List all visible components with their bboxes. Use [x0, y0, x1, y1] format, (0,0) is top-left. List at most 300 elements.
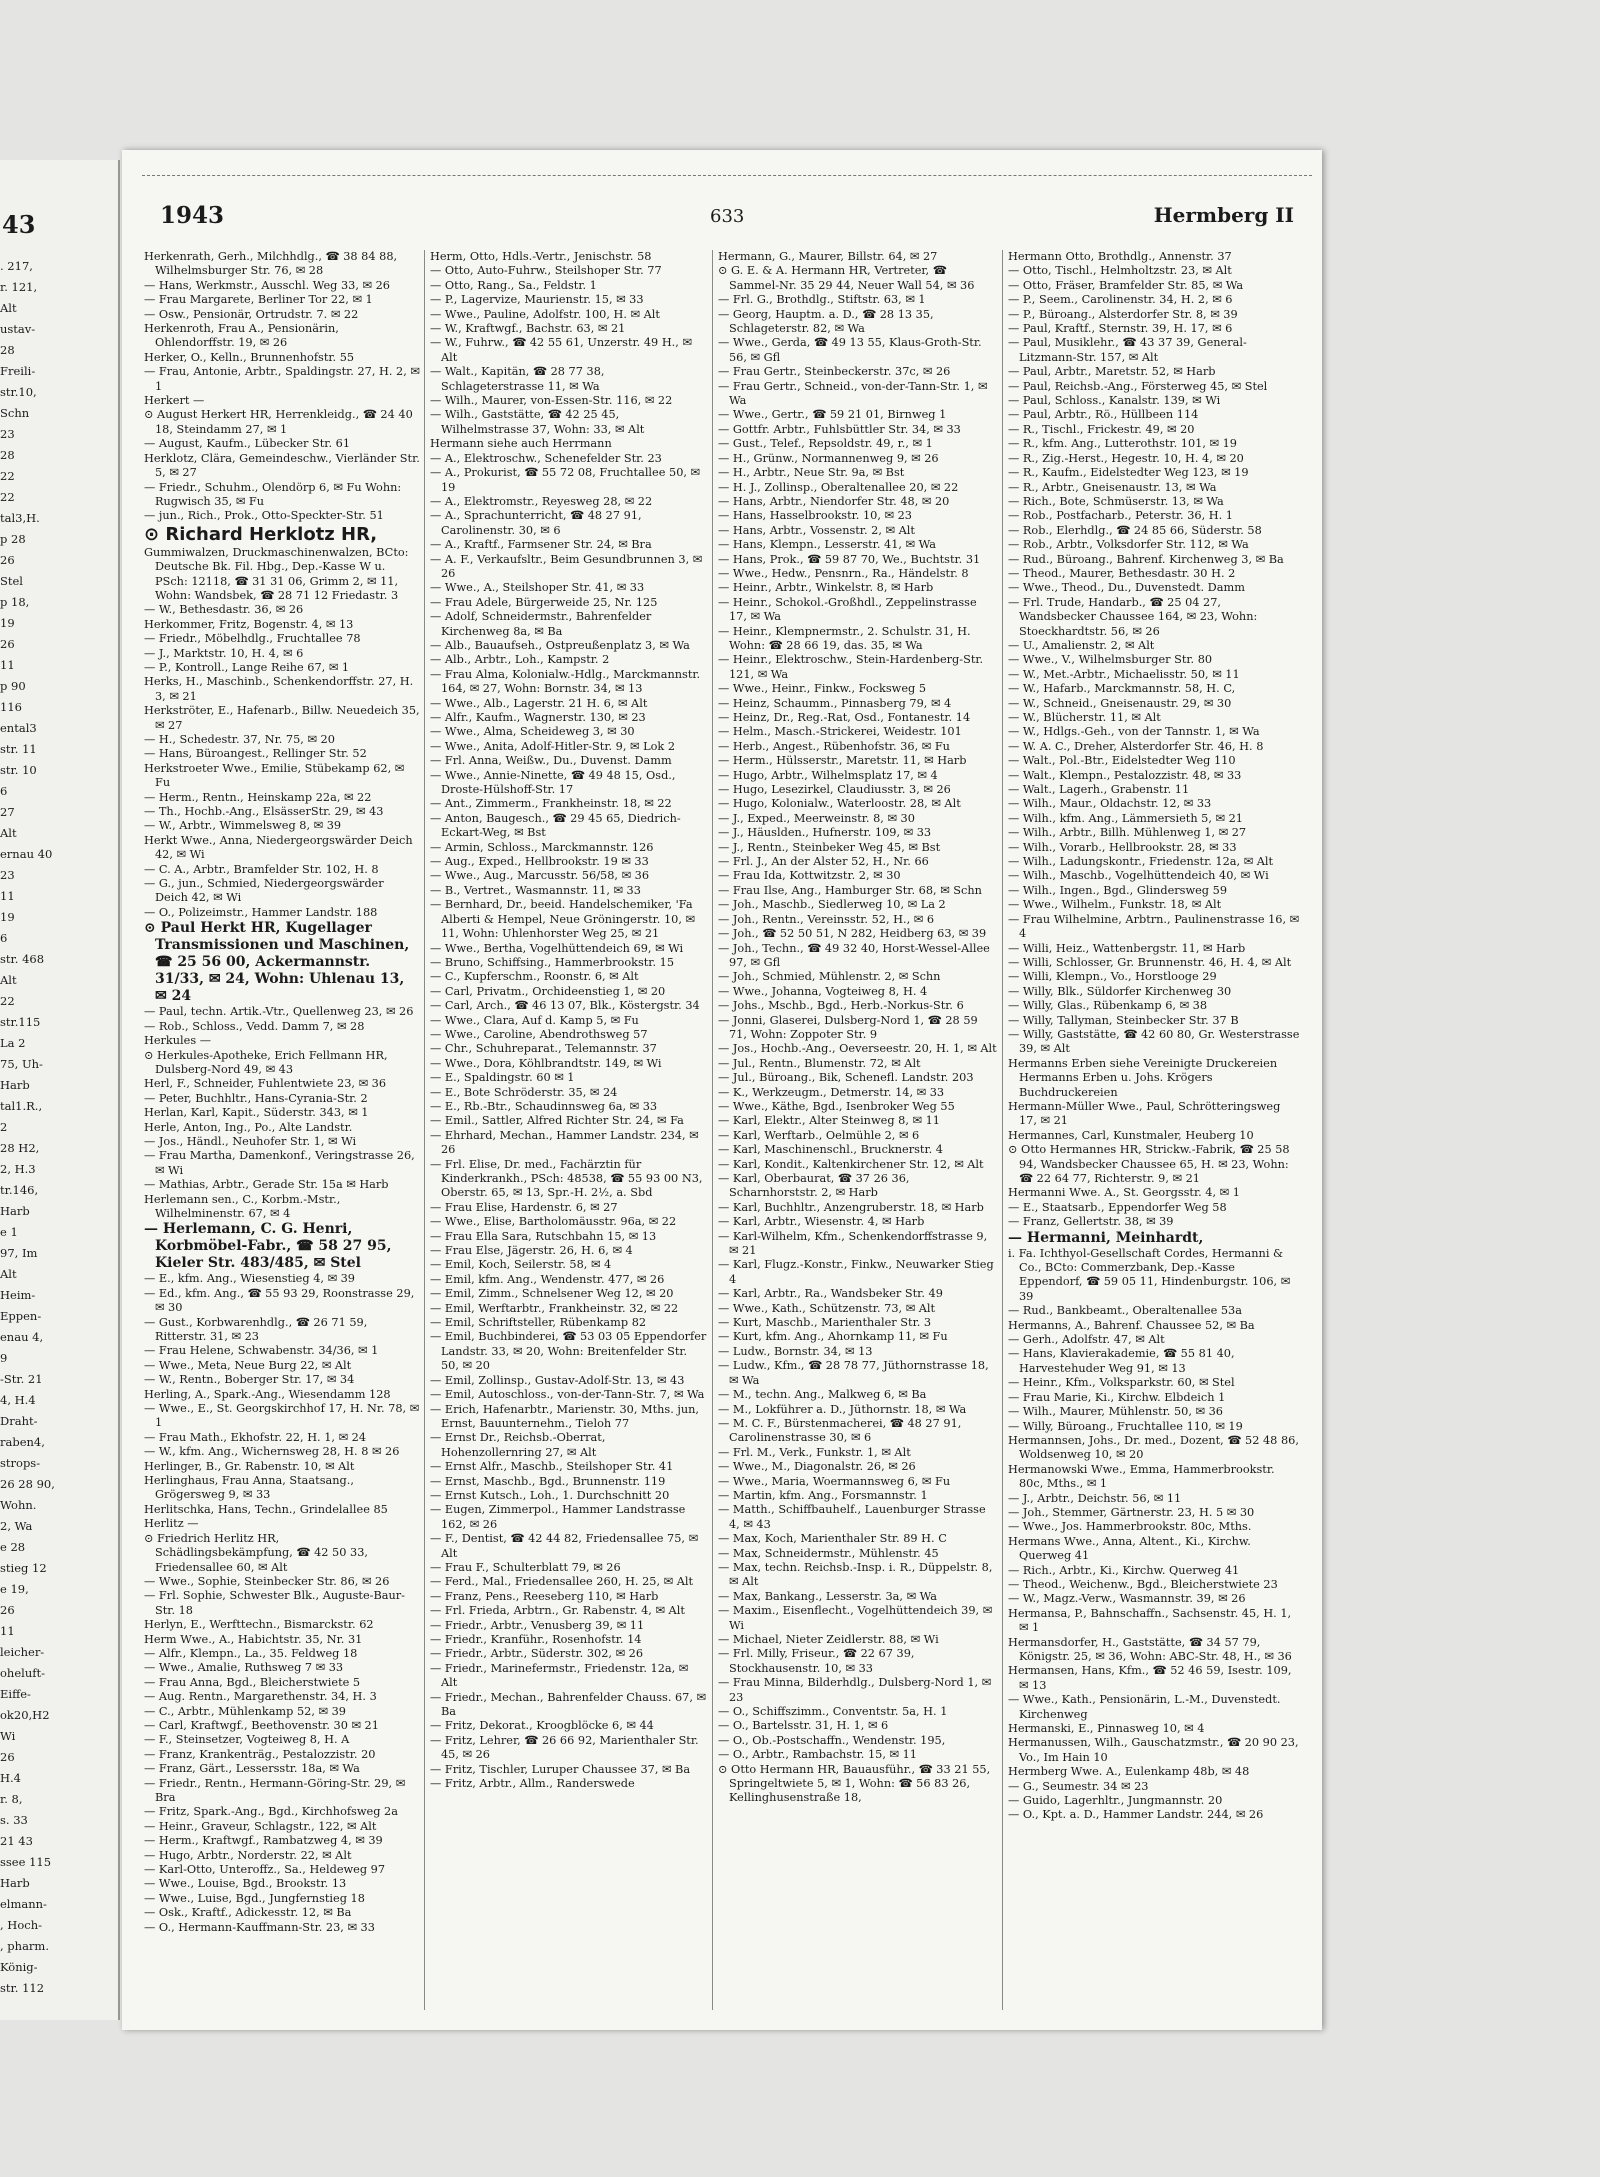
directory-entry: — F., Dentist, ☎ 42 44 82, Friedensallee 75, ✉ Alt — [430, 1532, 699, 1560]
directory-entry: Herlitz — — [144, 1517, 199, 1531]
previous-page-fragment: Wohn. — [0, 1498, 37, 1512]
directory-entry: Hermanowski Wwe., Emma, Hammerbrookstr. 80c, Mths., ✉ 1 — [1008, 1462, 1275, 1491]
directory-entry: — Franz, Gellertstr. 38, ✉ 39 — [1008, 1215, 1174, 1229]
directory-entry: — Max, Bankang., Lesserstr. 3a, ✉ Wa — [718, 1589, 937, 1603]
directory-entry: — Karl, Kondit., Kaltenkirchener Str. 12, ✉ Alt — [718, 1157, 984, 1171]
previous-page-fragment: Eiffe- — [0, 1687, 31, 1701]
directory-entry: — Hugo, Arbtr., Norderstr. 22, ✉ Alt — [144, 1848, 352, 1862]
directory-entry: Herkt Wwe., Anna, Niedergeorgswärder Deich 42, ✉ Wi — [144, 833, 413, 862]
previous-page-fragment: Harb — [0, 1876, 30, 1890]
directory-entry: — Georg, Hauptm. a. D., ☎ 28 13 35, Schlageterstr. 82, ✉ Wa — [718, 307, 934, 336]
directory-entry: — Frau Gertr., Steinbeckerstr. 37c, ✉ 26 — [718, 365, 951, 379]
previous-page-fragment: 26 — [0, 637, 15, 651]
directory-entry: — R., Tischl., Frickestr. 49, ✉ 20 — [1008, 422, 1195, 436]
directory-entry: — Wwe., Luise, Bgd., Jungfernstieg 18 — [144, 1891, 365, 1905]
directory-entry: — W., Hdlgs.-Geh., von der Tannstr. 1, ✉ Wa — [1008, 725, 1260, 739]
directory-entry: Herm Wwe., A., Habichtstr. 35, Nr. 31 — [144, 1632, 363, 1646]
directory-entry: — Friedr., Arbtr., Süderstr. 302, ✉ 26 — [430, 1647, 644, 1661]
directory-column-3 — [718, 250, 998, 2010]
directory-entry: — Ernst Dr., Reichsb.-Oberrat, Hohenzollernring 27, ✉ Alt — [430, 1431, 606, 1459]
previous-page-fragment: enau 4, — [0, 1330, 44, 1344]
directory-entry: — Wwe., Caroline, Abendrothsweg 57 — [430, 1027, 648, 1041]
directory-column-4 — [1008, 250, 1300, 2010]
directory-entry: — Paul, Kraftf., Sternstr. 39, H. 17, ✉ 6 — [1008, 322, 1233, 336]
directory-entry: — Willi, Heiz., Wattenbergstr. 11, ✉ Harb — [1008, 941, 1246, 955]
directory-entry: — Gottfr. Arbtr., Fuhlsbüttler Str. 34, ✉ 33 — [718, 422, 961, 436]
directory-entry: — Ant., Zimmerm., Frankheinstr. 18, ✉ 22 — [430, 797, 672, 811]
directory-entry: — Carl, Kraftwgf., Beethovenstr. 30 ✉ 21 — [144, 1718, 379, 1732]
directory-entry: — Herm., Rentn., Heinskamp 22a, ✉ 22 — [144, 790, 372, 804]
directory-entry: — Wwe., E., St. Georgskirchhof 17, H. Nr. 78, ✉ 1 — [144, 1402, 420, 1430]
directory-entry: — Wwe., Elise, Bartholomäusstr. 96a, ✉ 22 — [430, 1215, 677, 1229]
directory-entry: — Wilh., Maschb., Vogelhüttendeich 40, ✉ Wi — [1008, 869, 1269, 883]
directory-entry: Hermanns Erben siehe Vereinigte Druckereien Hermanns Erben u. Johs. Krögers Buchdruckereien — [1008, 1056, 1278, 1099]
directory-entry: — Hans, Prok., ☎ 59 87 70, We., Buchtstr. 31 — [718, 552, 981, 566]
directory-entry: — O., Polizeimstr., Hammer Landstr. 188 — [144, 905, 378, 919]
directory-entry: Herkstroeter Wwe., Emilie, Stübekamp 62, ✉ Fu — [144, 761, 405, 790]
directory-entry: — Otto, Fräser, Bramfelder Str. 85, ✉ Wa — [1008, 278, 1244, 292]
directory-entry: — Max, Koch, Marienthaler Str. 89 H. C — [718, 1532, 947, 1546]
directory-entry: — Hans, Arbtr., Niendorfer Str. 48, ✉ 20 — [718, 494, 950, 508]
directory-entry: — E., Rb.-Btr., Schaudinnsweg 6a, ✉ 33 — [430, 1099, 658, 1113]
directory-entry: Herlitschka, Hans, Techn., Grindelallee 85 — [144, 1502, 388, 1516]
directory-entry: — R., Arbtr., Gneisenaustr. 13, ✉ Wa — [1008, 480, 1217, 494]
directory-entry: — Frl. Sophie, Schwester Blk., Auguste-Baur-Str. 18 — [144, 1589, 406, 1617]
directory-entry: — Max, techn. Reichsb.-Insp. i. R., Düppelstr. 8, ✉ Alt — [718, 1560, 993, 1589]
directory-entry: — Martin, kfm. Ang., Forsmannstr. 1 — [718, 1488, 928, 1502]
directory-entry: — Frau Ella Sara, Rutschbahn 15, ✉ 13 — [430, 1229, 657, 1243]
directory-entry: — Karl, Oberbaurat, ☎ 37 26 36, Scharnhorststr. 2, ✉ Harb — [718, 1172, 910, 1200]
previous-page-fragment: p 28 — [0, 532, 26, 546]
previous-page-fragment: Alt — [0, 826, 17, 840]
directory-entry: ⊙ Otto Hermannes HR, Strickw.-Fabrik, ☎ 25 58 94, Wandsbecker Chaussee 65, H. ✉ 23, Wohn: ☎ 22 64 77, Richterstr. 9, ✉ 21 — [1008, 1143, 1290, 1185]
directory-entry: — Osw., Pensionär, Ortrudstr. 7. ✉ 22 — [144, 307, 359, 321]
directory-entry: — Frau, Antonie, Arbtr., Spaldingstr. 27, H. 2, ✉ 1 — [144, 365, 420, 393]
directory-entry: — A., Elektromstr., Reyesweg 28, ✉ 22 — [430, 494, 653, 508]
directory-entry: — Walt., Klempn., Pestalozzistr. 48, ✉ 33 — [1008, 768, 1242, 782]
directory-entry: ⊙ Otto Hermann HR, Bauausführ., ☎ 33 21 55, Springeltwiete 5, ✉ 1, Wohn: ☎ 56 83 26, Kellinghusenstraße 18, — [718, 1762, 991, 1805]
directory-entry: — Joh., Techn., ☎ 49 32 40, Horst-Wessel-Allee 97, ✉ Gfl — [718, 941, 990, 969]
directory-entry: — Karl, Elektr., Alter Steinweg 8, ✉ 11 — [718, 1114, 940, 1128]
directory-entry: Herl, F., Schneider, Fuhlentwiete 23, ✉ 36 — [144, 1077, 387, 1091]
directory-entry: Herlemann sen., C., Korbm.-Mstr., Wilhelminenstr. 67, ✉ 4 — [144, 1192, 341, 1220]
directory-entry: — Emil, Autoschloss., von-der-Tann-Str. 7, ✉ Wa — [430, 1388, 705, 1402]
previous-page-fragment: tal1.R., — [0, 1099, 43, 1113]
directory-entry: — W., Arbtr., Wimmelsweg 8, ✉ 39 — [144, 819, 342, 833]
directory-entry: Hermanns, A., Bahrenf. Chaussee 52, ✉ Ba — [1008, 1318, 1255, 1332]
directory-entry: — Helm., Masch.-Strickerei, Weidestr. 101 — [718, 725, 962, 739]
directory-entry: — Wilh., Maur., Oldachstr. 12, ✉ 33 — [1008, 797, 1212, 811]
directory-entry: — J., Marktstr. 10, H. 4, ✉ 6 — [144, 646, 304, 660]
previous-page-fragment: Harb — [0, 1204, 30, 1218]
header-page-number: 633 — [710, 206, 745, 227]
directory-entry: Herkert — — [144, 394, 205, 408]
directory-entry: — Friedr., Möbelhdlg., Fruchtallee 78 — [144, 632, 361, 646]
directory-entry: — Paul, Arbtr., Rö., Hüllbeen 114 — [1008, 408, 1199, 422]
previous-page-fragment: 9 — [0, 1351, 8, 1365]
directory-entry: — Rud., Büroang., Bahrenf. Kirchenweg 3, ✉ Ba — [1008, 552, 1284, 566]
directory-entry: — A., Elektroschw., Schenefelder Str. 23 — [430, 451, 662, 465]
directory-entry: — Jul., Büroang., Bik, Schenefl. Landstr. 203 — [718, 1071, 974, 1085]
directory-entry: — Jos., Händl., Neuhofer Str. 1, ✉ Wi — [144, 1134, 357, 1148]
directory-entry: — Otto, Tischl., Helmholtzstr. 23, ✉ Alt — [1008, 264, 1232, 278]
directory-entry: — O., Kpt. a. D., Hammer Landstr. 244, ✉ 26 — [1008, 1808, 1264, 1822]
directory-entry: — Maxim., Eisenflecht., Vogelhüttendeich 39, ✉ Wi — [718, 1604, 993, 1632]
directory-entry: — Emil, Werftarbtr., Frankheinstr. 32, ✉ 22 — [430, 1301, 679, 1315]
directory-entry: Hermannes, Carl, Kunstmaler, Heuberg 10 — [1008, 1128, 1254, 1142]
previous-page-fragment: 11 — [0, 658, 15, 672]
directory-entry: — Ernst Kutsch., Loh., 1. Durchschnitt 20 — [430, 1488, 670, 1502]
directory-entry: — Heinr., Klempnermstr., 2. Schulstr. 31, H. Wohn: ☎ 28 66 19, das. 35, ✉ Wa — [718, 624, 971, 652]
directory-entry: Hermann siehe auch Herrmann — [430, 437, 612, 451]
directory-entry: — Friedr., Mechan., Bahrenfelder Chauss. 67, ✉ Ba — [430, 1690, 707, 1719]
directory-entry: — E., Spaldingstr. 60 ✉ 1 — [430, 1071, 575, 1085]
directory-entry: — C., Kupferschm., Roonstr. 6, ✉ Alt — [430, 970, 639, 984]
directory-entry: — Willy, Gaststätte, ☎ 42 60 80, Gr. Westerstrasse 39, ✉ Alt — [1008, 1027, 1300, 1056]
directory-entry: — Frau Ilse, Ang., Hamburger Str. 68, ✉ Schn — [718, 883, 982, 897]
directory-entry: — Carl, Arch., ☎ 46 13 07, Blk., Köstergstr. 34 — [430, 999, 700, 1013]
previous-page-fragment: strops- — [0, 1456, 41, 1470]
directory-entry: — K., Werkzeugm., Detmerstr. 14, ✉ 33 — [718, 1085, 945, 1099]
previous-page-fragment: r. 8, — [0, 1792, 23, 1806]
directory-entry: — Wwe., Alb., Lagerstr. 21 H. 6, ✉ Alt — [430, 696, 648, 710]
directory-entry: — Wwe., Johanna, Vogteiweg 8, H. 4 — [718, 984, 928, 998]
directory-entry: — Alfr., Kaufm., Wagnerstr. 130, ✉ 23 — [430, 711, 646, 724]
directory-entry: — Emil, Schriftsteller, Rübenkamp 82 — [430, 1316, 647, 1330]
directory-entry: — Emil, Zollinsp., Gustav-Adolf-Str. 13, ✉ 43 — [430, 1373, 685, 1387]
previous-page-fragment: 22 — [0, 490, 15, 504]
directory-entry: Herling, A., Spark.-Ang., Wiesendamm 128 — [144, 1387, 391, 1401]
directory-entry: — Hans, Klempn., Lesserstr. 41, ✉ Wa — [718, 538, 936, 552]
directory-entry: — W., Kraftwgf., Bachstr. 63, ✉ 21 — [430, 322, 626, 336]
directory-entry: — Friedr., Arbtr., Venusberg 39, ✉ 11 — [430, 1618, 645, 1632]
directory-entry: — Wwe., M., Diagonalstr. 26, ✉ 26 — [718, 1460, 916, 1474]
header-year: 1943 — [160, 202, 225, 229]
directory-entry: — Gust., Korbwarenhdlg., ☎ 26 71 59, Ritterstr. 31, ✉ 23 — [144, 1315, 368, 1343]
directory-entry: — W., Schneid., Gneisenaustr. 29, ✉ 30 — [1008, 696, 1232, 710]
directory-entry: — Hugo, Arbtr., Wilhelmsplatz 17, ✉ 4 — [718, 768, 938, 782]
directory-entry: Hermberg Wwe. A., Eulenkamp 48b, ✉ 48 — [1008, 1765, 1250, 1779]
previous-page-fragment: Stel — [0, 574, 23, 588]
directory-entry: — Emil., Sattler, Alfred Richter Str. 24, ✉ Fa — [430, 1114, 684, 1128]
directory-entry: — Aug. Rentn., Margarethenstr. 34, H. 3 — [144, 1690, 377, 1704]
previous-page-fragment: 28 H2, — [0, 1141, 40, 1155]
previous-page-fragment: str.10, — [0, 385, 37, 399]
previous-page-fragment: 23 — [0, 427, 15, 441]
directory-entry: — O., Hermann-Kauffmann-Str. 23, ✉ 33 — [144, 1920, 375, 1934]
previous-page-fragment: ssee 115 — [0, 1855, 52, 1869]
directory-entry: — J., Arbtr., Deichstr. 56, ✉ 11 — [1008, 1491, 1182, 1505]
directory-entry: — Otto, Auto-Fuhrw., Steilshoper Str. 77 — [430, 264, 662, 278]
directory-entry: Hermann Otto, Brothdlg., Annenstr. 37 — [1008, 250, 1232, 263]
directory-entry: — Willy, Tallyman, Steinbecker Str. 37 B — [1008, 1013, 1239, 1027]
previous-page-fragment: p 90 — [0, 679, 26, 693]
directory-entry: — W., Bethesdastr. 36, ✉ 26 — [144, 603, 304, 617]
directory-entry: — Paul, Reichsb.-Ang., Försterweg 45, ✉ Stel — [1008, 379, 1268, 393]
previous-page-fragment: tr.146, — [0, 1183, 39, 1197]
directory-entry: — O., Bartelsstr. 31, H. 1, ✉ 6 — [718, 1719, 889, 1733]
directory-entry: — Ernst, Maschb., Bgd., Brunnenstr. 119 — [430, 1474, 666, 1488]
previous-page-fragment: leicher- — [0, 1645, 45, 1659]
directory-entry: — Frau Margarete, Berliner Tor 22, ✉ 1 — [144, 293, 373, 307]
directory-entry: Herkules — — [144, 1034, 212, 1048]
directory-entry: — Wilh., Maurer, Mühlenstr. 50, ✉ 36 — [1008, 1405, 1223, 1419]
directory-entry: — Frau Alma, Kolonialw.-Hdlg., Marckmannstr. 164, ✉ 27, Wohn: Bornstr. 34, ✉ 13 — [430, 667, 701, 696]
previous-page-fragment: raben4, — [0, 1435, 45, 1449]
directory-entry: — Joh., Schmied, Mühlenstr. 2, ✉ Schn — [718, 970, 941, 984]
previous-page-fragment: H.4 — [0, 1771, 22, 1785]
directory-entry: Hermans Wwe., Anna, Altent., Ki., Kirchw. Querweg 41 — [1008, 1534, 1251, 1563]
directory-entry: — Bruno, Schiffsing., Hammerbrookstr. 15 — [430, 955, 675, 969]
previous-page-fragment: 21 43 — [0, 1834, 33, 1848]
directory-entry: — Wwe., A., Steilshoper Str. 41, ✉ 33 — [430, 581, 645, 595]
directory-entry: ⊙ Friedrich Herlitz HR, Schädlingsbekämpfung, ☎ 42 50 33, Friedensallee 60, ✉ Alt — [144, 1531, 368, 1574]
directory-entry: — Emil, kfm. Ang., Wendenstr. 477, ✉ 26 — [430, 1272, 665, 1286]
previous-page-fragment: str. 10 — [0, 763, 37, 777]
directory-entry: — Herb., Angest., Rübenhofstr. 36, ✉ Fu — [718, 739, 950, 753]
directory-entry: Hermann, G., Maurer, Billstr. 64, ✉ 27 — [718, 250, 938, 263]
column-divider — [1002, 250, 1003, 2010]
previous-page-fragment: e 28 — [0, 1540, 26, 1554]
previous-page-fragment: Draht- — [0, 1414, 38, 1428]
previous-page-fragment: Harb — [0, 1078, 30, 1092]
directory-entry: — B., Vertret., Wasmannstr. 11, ✉ 33 — [430, 883, 641, 897]
previous-page-fragment: str. 112 — [0, 1981, 45, 1995]
directory-entry: — Ferd., Mal., Friedensallee 260, H. 25, ✉ Alt — [430, 1575, 694, 1589]
directory-page — [122, 150, 1322, 2030]
directory-entry: — Alb., Arbtr., Loh., Kampstr. 2 — [430, 653, 610, 667]
directory-entry: Herlyn, E., Werfttechn., Bismarckstr. 62 — [144, 1618, 374, 1632]
directory-entry: — Hans, Werkmstr., Ausschl. Weg 33, ✉ 26 — [144, 278, 390, 292]
directory-entry: — O., Ob.-Postschaffn., Wendenstr. 195, — [718, 1733, 946, 1747]
directory-entry: — Wwe., Gertr., ☎ 59 21 01, Birnweg 1 — [718, 408, 947, 422]
directory-entry: — Rob., Schloss., Vedd. Damm 7, ✉ 28 — [144, 1019, 365, 1033]
directory-entry: Hermansen, Hans, Kfm., ☎ 52 46 59, Isestr. 109, ✉ 13 — [1008, 1664, 1292, 1692]
directory-entry: — M., techn. Ang., Malkweg 6, ✉ Ba — [718, 1388, 927, 1402]
previous-page-fragment: 4, H.4 — [0, 1393, 36, 1407]
previous-page-fragment: 28 — [0, 448, 15, 462]
directory-entry: — Frl. Frieda, Arbtrn., Gr. Rabenstr. 4, ✉ Alt — [430, 1604, 685, 1618]
directory-entry: Gummiwalzen, Druckmaschinenwalzen, BCto: Deutsche Bk. Fil. Hbg., Dep.-Kasse W u. PSch: 12118, ☎ 31 31 06, Grimm 2, ✉ 11, Wohn: Wandsbek, ☎ 28 71 12 Friedastr. 3 — [144, 545, 409, 602]
directory-entry: Herle, Anton, Ing., Po., Alte Landstr. — [144, 1120, 353, 1134]
previous-page-fragment: -Str. 21 — [0, 1372, 43, 1386]
previous-page-fragment: elmann- — [0, 1897, 47, 1911]
directory-entry: — P., Kontroll., Lange Reihe 67, ✉ 1 — [144, 660, 350, 674]
directory-entry: — Frl. Milly, Friseur., ☎ 22 67 39, Stockhausenstr. 10, ✉ 33 — [718, 1647, 915, 1675]
directory-entry: — Rich., Arbtr., Ki., Kirchw. Querweg 41 — [1008, 1563, 1240, 1577]
directory-entry: — Joh., Rentn., Vereinsstr. 52, H., ✉ 6 — [718, 912, 935, 926]
directory-entry: — Hermanni, Meinhardt, — [1008, 1229, 1204, 1246]
directory-entry: — Wwe., Wilhelm., Funkstr. 18, ✉ Alt — [1008, 898, 1222, 912]
previous-page-fragment: König- — [0, 1960, 38, 1974]
directory-entry: — Karl, Flugz.-Konstr., Finkw., Neuwarker Stieg 4 — [718, 1258, 994, 1286]
header-running-title: Hermberg II — [1153, 203, 1294, 227]
directory-entry: — August, Kaufm., Lübecker Str. 61 — [144, 437, 351, 451]
directory-entry: — jun., Rich., Prok., Otto-Speckter-Str. 51 — [144, 509, 384, 523]
directory-entry: — Friedr., Rentn., Hermann-Göring-Str. 29, ✉ Bra — [144, 1776, 406, 1804]
previous-page-fragment: 26 28 90, — [0, 1477, 55, 1491]
directory-entry: — C., Arbtr., Mühlenkamp 52, ✉ 39 — [144, 1704, 346, 1718]
directory-entry: — Wwe., Dora, Köhlbrandtstr. 149, ✉ Wi — [430, 1056, 662, 1070]
directory-entry: — Paul, Schloss., Kanalstr. 139, ✉ Wi — [1008, 394, 1221, 408]
directory-column-2 — [430, 250, 708, 2010]
directory-entry: — Frl. Trude, Handarb., ☎ 25 04 27, Wandsbecker Chaussee 164, ✉ 23, Wohn: Stoeckhardtstr. 56, ✉ 26 — [1008, 595, 1258, 638]
directory-entry: — Wilh., Maurer, von-Essen-Str. 116, ✉ 22 — [430, 394, 673, 408]
directory-entry: — E., Staatsarb., Eppendorfer Weg 58 — [1008, 1200, 1227, 1214]
previous-page-fragment: str.115 — [0, 1015, 41, 1029]
directory-entry: — Gust., Telef., Repsoldstr. 49, r., ✉ 1 — [718, 437, 933, 451]
previous-page-fragment: ental3 — [0, 721, 37, 735]
directory-entry: — Frl. G., Brothdlg., Stiftstr. 63, ✉ 1 — [718, 293, 926, 307]
directory-entry: — Rob., Elerhdlg., ☎ 24 85 66, Süderstr. 58 — [1008, 523, 1262, 537]
directory-entry: — Adolf, Schneidermstr., Bahrenfelder Kirchenweg 8a, ✉ Ba — [430, 610, 652, 638]
directory-entry: — Alb., Bauaufseh., Ostpreußenplatz 3, ✉ Wa — [430, 638, 690, 652]
directory-entry: — Peter, Buchhltr., Hans-Cyrania-Str. 2 — [144, 1091, 368, 1105]
directory-entry: — Frau Marie, Ki., Kirchw. Elbdeich 1 — [1008, 1390, 1226, 1404]
previous-page-fragment: Schn — [0, 406, 30, 420]
previous-page-fragment: 2, Wa — [0, 1519, 33, 1533]
directory-entry: ⊙ G. E. & A. Hermann HR, Vertreter, ☎ Sammel-Nr. 35 29 44, Neuer Wall 54, ✉ 36 — [718, 264, 975, 292]
directory-entry: — H. J., Zollinsp., Oberaltenallee 20, ✉ 22 — [718, 480, 959, 494]
directory-entry: — Hugo, Lesezirkel, Claudiusstr. 3, ✉ 26 — [718, 783, 951, 797]
directory-entry: — Wilh., kfm. Ang., Lämmersieth 5, ✉ 21 — [1008, 811, 1243, 825]
directory-entry: — Friedr., Marinefermstr., Friedenstr. 12a, ✉ Alt — [430, 1661, 689, 1690]
directory-entry: Herlinghaus, Frau Anna, Staatsang., Grögersweg 9, ✉ 33 — [144, 1474, 354, 1502]
directory-entry: — Frl. J., An der Alster 52, H., Nr. 66 — [718, 855, 929, 869]
directory-entry: — Wwe., Gerda, ☎ 49 13 55, Klaus-Groth-Str. 56, ✉ Gfl — [718, 336, 982, 364]
directory-entry: Hermanski, E., Pinnasweg 10, ✉ 4 — [1008, 1722, 1205, 1736]
directory-entry: — Ernst Alfr., Maschb., Steilshoper Str. 41 — [430, 1460, 674, 1474]
directory-entry: — P., Lagervize, Maurienstr. 15, ✉ 33 — [430, 293, 644, 307]
directory-entry: — Wwe., Amalie, Ruthsweg 7 ✉ 33 — [144, 1661, 344, 1675]
directory-entry: — Frau Helene, Schwabenstr. 34/36, ✉ 1 — [144, 1344, 379, 1358]
directory-entry: — Friedr., Kranführ., Rosenhofstr. 14 — [430, 1633, 642, 1646]
directory-entry: — Max, Schneidermstr., Mühlenstr. 45 — [718, 1546, 939, 1560]
directory-entry: — Frau Wilhelmine, Arbtrn., Paulinenstrasse 16, ✉ 4 — [1008, 912, 1300, 941]
directory-entry: — Kurt, kfm. Ang., Ahornkamp 11, ✉ Fu — [718, 1330, 948, 1344]
previous-page-fragment: 6 — [0, 784, 8, 798]
directory-entry: — Rud., Bankbeamt., Oberaltenallee 53a — [1008, 1304, 1242, 1318]
directory-entry: — W., kfm. Ang., Wichernsweg 28, H. 8 ✉ 26 — [144, 1445, 400, 1459]
directory-entry: — Wwe., Louise, Bgd., Brookstr. 13 — [144, 1877, 347, 1891]
directory-entry: — Heinr., Graveur, Schlagstr., 122, ✉ Alt — [144, 1819, 377, 1833]
directory-entry: — Ehrhard, Mechan., Hammer Landstr. 234, ✉ 26 — [430, 1128, 699, 1157]
directory-entry: — Fritz, Lehrer, ☎ 26 66 92, Marienthaler Str. 45, ✉ 26 — [430, 1733, 699, 1762]
previous-page-fragment: 6 — [0, 931, 8, 945]
directory-entry: — Heinz, Dr., Reg.-Rat, Osd., Fontanestr. 14 — [718, 711, 971, 724]
directory-entry: Herks, H., Maschinb., Schenkendorffstr. 27, H. 3, ✉ 21 — [144, 675, 414, 703]
directory-entry: — Gerh., Adolfstr. 47, ✉ Alt — [1008, 1333, 1165, 1347]
directory-entry: — Paul, techn. Artik.-Vtr., Quellenweg 23, ✉ 26 — [144, 1005, 414, 1019]
directory-entry: — Walt., Kapitän, ☎ 28 77 38, Schlageterstrasse 11, ✉ Wa — [430, 365, 605, 393]
previous-page-fragment: tal3,H. — [0, 511, 40, 525]
directory-entry: — Aug., Exped., Hellbrookstr. 19 ✉ 33 — [430, 855, 649, 869]
directory-entry: i. Fa. Ichthyol-Gesellschaft Cordes, Hermanni & Co., BCto: Commerzbank, Dep.-Kasse Eppendorf, ☎ 59 05 11, Hindenburgstr. 106, ✉ 39 — [1008, 1246, 1291, 1303]
previous-page-number: 43 — [2, 210, 36, 239]
directory-entry: — Carl, Privatm., Orchideenstieg 1, ✉ 20 — [430, 984, 666, 998]
directory-entry: — M., Lokführer a. D., Jüthornstr. 18, ✉ Wa — [718, 1402, 967, 1416]
directory-entry: — Heinr., Schokol.-Großhdl., Zeppelinstrasse 17, ✉ Wa — [718, 595, 977, 624]
directory-entry: — E., kfm. Ang., Wiesenstieg 4, ✉ 39 — [144, 1272, 355, 1286]
directory-entry: — Rob., Arbtr., Volksdorfer Str. 112, ✉ Wa — [1008, 538, 1249, 552]
directory-entry: — W., Blücherstr. 11, ✉ Alt — [1008, 711, 1161, 724]
previous-page-fragment: Freili- — [0, 364, 36, 378]
directory-entry: — Wwe., Pauline, Adolfstr. 100, H. ✉ Alt — [430, 307, 660, 321]
directory-entry: — H., Grünw., Normannenweg 9, ✉ 26 — [718, 451, 939, 465]
directory-entry: — Ludw., Kfm., ☎ 28 78 77, Jüthornstrasse 18, ✉ Wa — [718, 1359, 989, 1387]
directory-entry: — Frau Anna, Bgd., Bleicherstwiete 5 — [144, 1675, 361, 1689]
directory-entry: — Willy, Blk., Süldorfer Kirchenweg 30 — [1008, 984, 1232, 998]
directory-entry: ⊙ Paul Herkt HR, Kugellager Transmissionen und Maschinen, ☎ 25 56 00, Ackermannstr. 31/33, ✉ 24, Wohn: Uhlenau 13, ✉ 24 — [144, 920, 410, 1005]
previous-page-strip — [0, 160, 120, 2020]
directory-entry: Herkommer, Fritz, Bogenstr. 4, ✉ 13 — [144, 617, 354, 631]
previous-page-fragment: str. 11 — [0, 742, 37, 756]
top-rule — [142, 175, 1312, 177]
directory-entry: — E., Bote Schröderstr. 35, ✉ 24 — [430, 1085, 618, 1099]
previous-page-fragment: p 18, — [0, 595, 30, 609]
directory-entry: — Eugen, Zimmerpol., Hammer Landstrasse 162, ✉ 26 — [430, 1503, 686, 1531]
directory-column-1 — [144, 250, 420, 2010]
directory-entry: — P., Seem., Carolinenstr. 34, H. 2, ✉ 6 — [1008, 293, 1233, 307]
directory-entry: — Walt., Pol.-Btr., Eidelstedter Weg 110 — [1008, 754, 1236, 768]
directory-entry: — Karl, Arbtr., Wiesenstr. 4, ✉ Harb — [718, 1215, 925, 1229]
directory-entry: — Wwe., Aug., Marcusstr. 56/58, ✉ 36 — [430, 869, 650, 883]
directory-entry: Herm, Otto, Hdls.-Vertr., Jenischstr. 58 — [430, 250, 652, 263]
directory-entry: — Chr., Schuhreparat., Telemannstr. 37 — [430, 1042, 657, 1056]
directory-entry: — Frau Adele, Bürgerweide 25, Nr. 125 — [430, 595, 658, 609]
directory-entry: — Kurt, Maschb., Marienthaler Str. 3 — [718, 1316, 932, 1330]
directory-entry: — R., Kaufm., Eidelstedter Weg 123, ✉ 19 — [1008, 466, 1249, 480]
directory-entry: — Jul., Rentn., Blumenstr. 72, ✉ Alt — [718, 1056, 921, 1070]
directory-entry: — Wwe., Käthe, Bgd., Isenbroker Weg 55 — [718, 1099, 955, 1113]
directory-entry: — Wwe., Maria, Woermannsweg 6, ✉ Fu — [718, 1474, 951, 1488]
directory-entry: — G., Seumestr. 34 ✉ 23 — [1008, 1779, 1149, 1793]
directory-entry: — Rob., Postfacharb., Peterstr. 36, H. 1 — [1008, 509, 1233, 523]
directory-entry: — W., Hafarb., Marckmannstr. 58, H. C, — [1008, 682, 1236, 696]
directory-entry: — U., Amalienstr. 2, ✉ Alt — [1008, 638, 1155, 652]
directory-entry: — W., Rentn., Boberger Str. 17, ✉ 34 — [144, 1373, 355, 1387]
directory-entry: — Wwe., Annie-Ninette, ☎ 49 48 15, Osd., Droste-Hülshoff-Str. 17 — [430, 768, 676, 797]
directory-entry: — A. F., Verkaufsltr., Beim Gesundbrunnen 3, ✉ 26 — [430, 552, 703, 580]
directory-entry: ⊙ August Herkert HR, Herrenkleidg., ☎ 24 40 18, Steindamm 27, ✉ 1 — [144, 408, 413, 436]
directory-entry: — Wwe., Meta, Neue Burg 22, ✉ Alt — [144, 1358, 352, 1372]
directory-entry: — A., Sprachunterricht, ☎ 48 27 91, Carolinenstr. 30, ✉ 6 — [430, 509, 642, 537]
previous-page-fragment: s. 33 — [0, 1813, 28, 1827]
directory-entry: — Heinr., Elektroschw., Stein-Hardenberg-Str. 121, ✉ Wa — [718, 653, 984, 681]
directory-entry: — W., Fuhrw., ☎ 42 55 61, Unzerstr. 49 H., ✉ Alt — [430, 336, 692, 364]
previous-page-fragment: , Hoch- — [0, 1918, 42, 1932]
directory-entry: — Joh., ☎ 52 50 51, N 282, Heidberg 63, ✉ 39 — [718, 927, 987, 941]
directory-entry: — Ed., kfm. Ang., ☎ 55 93 29, Roonstrasse 29, ✉ 30 — [144, 1286, 415, 1315]
directory-entry: — Wilh., Vorarb., Hellbrookstr. 28, ✉ 33 — [1008, 840, 1237, 854]
previous-page-fragment: 2, H.3 — [0, 1162, 36, 1176]
previous-page-fragment: Alt — [0, 973, 17, 987]
directory-entry: — Joh., Maschb., Siedlerweg 10, ✉ La 2 — [718, 898, 946, 912]
directory-entry: Herlan, Karl, Kapit., Süderstr. 343, ✉ 1 — [144, 1106, 369, 1120]
directory-entry: — Frau Math., Ekhofstr. 22, H. 1, ✉ 24 — [144, 1430, 367, 1444]
directory-entry: — W., Magz.-Verw., Wasmannstr. 39, ✉ 26 — [1008, 1592, 1246, 1606]
directory-entry: — Franz, Gärt., Lessersstr. 18a, ✉ Wa — [144, 1762, 360, 1776]
directory-entry: — Theod., Weichenw., Bgd., Bleicherstwiete 23 — [1008, 1577, 1278, 1591]
directory-entry: — Hans, Hasselbrookstr. 10, ✉ 23 — [718, 509, 912, 523]
directory-entry: Herkenroth, Frau A., Pensionärin, Ohlendorffstr. 19, ✉ 26 — [144, 322, 339, 350]
directory-entry: — Frau Ida, Kottwitzstr. 2, ✉ 30 — [718, 869, 901, 883]
previous-page-fragment: 28 — [0, 343, 15, 357]
previous-page-fragment: str. 468 — [0, 952, 45, 966]
previous-page-fragment: r. 121, — [0, 280, 38, 294]
previous-page-fragment: Eppen- — [0, 1309, 42, 1323]
directory-entry: — R., Zig.-Herst., Hegestr. 10, H. 4, ✉ 20 — [1008, 451, 1244, 465]
